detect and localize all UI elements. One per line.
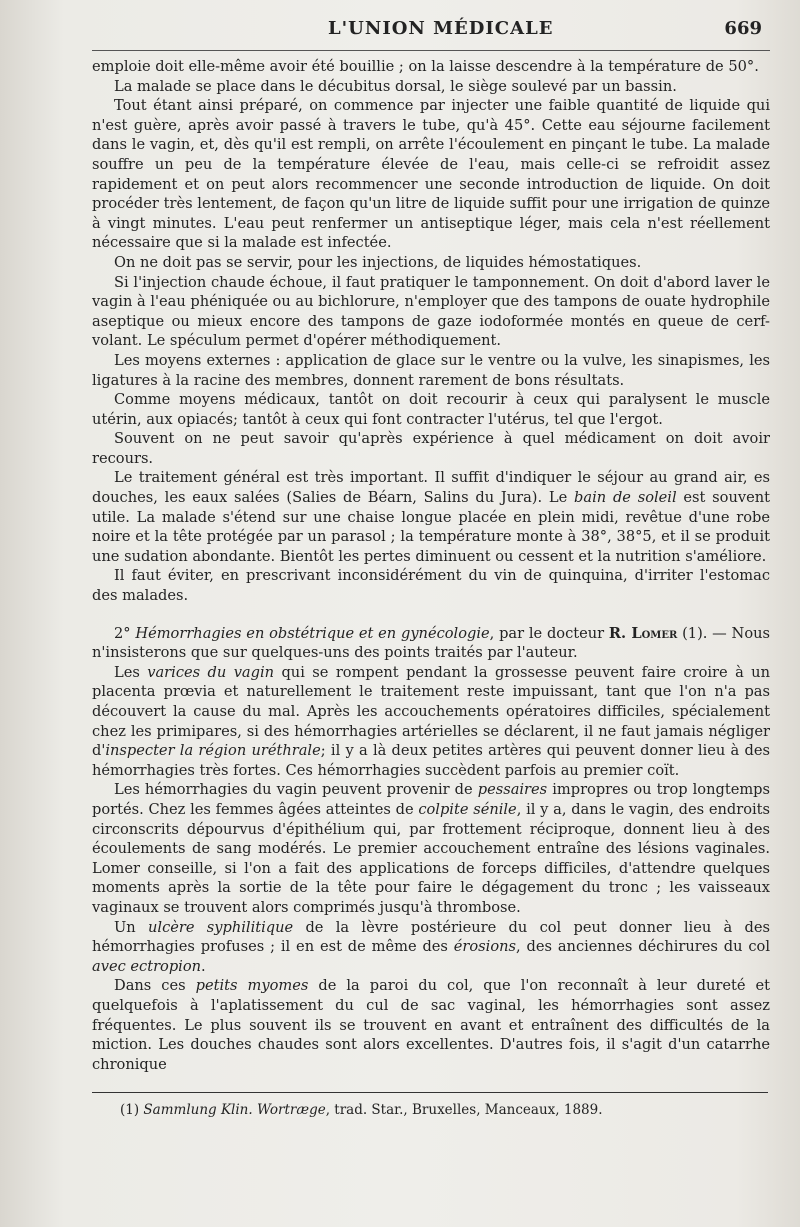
paragraph-pessaires (92, 780, 770, 917)
italic-run: avec ectropion (92, 957, 202, 975)
paragraph: Tout étant ainsi préparé, on commence par injecter une faible quantité de liquide qui n'est guère, après avoir passé à travers le tube, qu'à 45°. Cette eau séjourne facilement dans le vagin, et, dès qu'il est rempli, on arrête l'écoulement en pinçant le tube. La malade souffre un peu de la température élevée de l'eau, mais celle-ci se refroidit assez rapidement et on peut alors recommencer une seconde introduction de liquide. On doit procéder très lentement, de façon qu'un litre de liquide suffit pour une irrigation de quinze à vingt minutes. L'eau peut renfermer un antiseptique léger, mais cela n'est réellement nécessaire que si la malade est infectée. (92, 97, 770, 252)
footnote-number: (1) (120, 1102, 144, 1119)
text-run: Les (114, 663, 148, 681)
text-run: de la lèvre postérieure du col peut donner lieu à des hémorrhagies profuses ; il en est de même des (92, 918, 770, 956)
footnote (92, 1101, 770, 1119)
author-name: R. Lomer (608, 624, 678, 642)
text-run: est souvent utile. La malade s'étend sur une chaise longue placée en plein midi, revêtue d'une robe noire et la tête protégée par un parasol ; la température monte à 38°, 38°5, et il se produit une sudation abondante. Bientôt les pertes diminuent ou cessent et la nutrition s'améliore. (92, 489, 771, 565)
paragraph: emploie doit elle-même avoir été bouillie ; on la laisse descendre à la température de 50°. (92, 58, 759, 75)
italic-run: colpite sénile (418, 800, 517, 818)
paragraph: On ne doit pas se servir, pour les injections, de liquides hémostatiques. (114, 253, 642, 271)
section-heading (92, 624, 770, 663)
paragraph-general-treatment (92, 468, 770, 566)
footnote-text: , trad. Star., Bruxelles, Manceaux, 1889. (325, 1102, 603, 1119)
text-run: ; il y a là deux petites artères qui peuvent donner lieu à des hémorrhagies très fortes. Ces hémorrhagies succèdent parfois au premier coït. (92, 742, 770, 779)
paragraph: Il faut éviter, en prescrivant inconsidérément du vin de quinquina, d'irriter l'estomac des malades. (92, 567, 770, 605)
text-run: de la paroi du col, que l'on reconnaît à leur dureté et quelquefois à l'aplatissement du cul de sac vaginal, les hémorrhagies sont assez fréquentes. Le plus souvent ils se trouvent en avant et entraînent des difficultés de la miction. Les douches chaudes sont alors excellentes. D'autres fois, il s'agit d'un catarrhe chronique (92, 977, 770, 1073)
text-run: , des anciennes déchirures du col (516, 938, 770, 956)
text-run: , par le docteur (489, 624, 609, 642)
text-run: Un (114, 918, 148, 936)
paragraph-myomes (92, 976, 770, 1074)
page-header (92, 18, 770, 44)
text-run: impropres ou trop longtemps portés. Chez les femmes âgées atteintes de (92, 781, 770, 818)
text-run: qui se rompent pendant la grossesse peuvent faire croire à un placenta prœvia et naturellement le traitement reste impuissant, tant que l'on n'a pas découvert la cause du mal. Après les accouchements opératoires difficiles, spécialement chez les primipares, si des hémorrhagies artérielles se déclarent, il ne faut jamais négliger d' (92, 663, 770, 760)
paragraph: Si l'injection chaude échoue, il faut pratiquer le tamponnement. On doit d'abord laver le vagin à l'eau phéniquée ou au bichlorure, n'employer que des tampons de ouate hydrophile aseptique ou mieux encore des tampons de gaze iodoformée montés en queue de cerf-volant. Le spéculum permet d'opérer méthodiquement. (92, 273, 770, 350)
italic-run: érosions (453, 938, 517, 956)
section-title: Hémorrhagies en obstétrique et en gynécologie (135, 624, 490, 642)
footnote-reference: (1). — (677, 624, 732, 642)
text-run: Dans ces (114, 977, 196, 995)
italic-run: varices du vagin (147, 663, 275, 681)
section-number: 2° (114, 624, 136, 642)
paragraph: Souvent on ne peut savoir qu'après expérience à quel médicament on doit avoir recours. (92, 430, 770, 467)
text-run: Nous n'insisterons que sur quelques-uns des points traités par l'auteur. (92, 624, 770, 662)
text-run: . (201, 957, 206, 975)
body-text (92, 57, 770, 1074)
italic-run: ulcère syphilitique (148, 918, 294, 936)
italic-run: pessaires (477, 781, 548, 799)
text-run: Les hémorrhagies du vagin peuvent provenir de (114, 781, 478, 799)
italic-run: petits myomes (195, 977, 309, 995)
paragraph: Comme moyens médicaux, tantôt on doit recourir à ceux qui paralysent le muscle utérin, aux opiacés; tantôt à ceux qui font contracter l'utérus, tel que l'ergot. (92, 391, 770, 428)
footnote-title: Sammlung Klin. Wortræge (143, 1102, 326, 1119)
text-run: , il y a, dans le vagin, des endroits circonscrits dépourvus d'épithélium qui, par frottement réciproque, donnent lieu à des écoulements de sang modérés. Le premier accouchement entraîne des lésions vaginales. Lomer conseille, si l'on a fait des applications de forceps difficiles, d'attendre quelques moments après la sortie de la tête pour faire le dégagement du tronc ; les vaisseaux vaginaux se trouvent alors comprimés jusqu'à thrombose. (92, 800, 771, 916)
italic-run: bain de soleil (574, 489, 677, 507)
paragraph: La malade se place dans le décubitus dorsal, le siège soulevé par un bassin. (114, 77, 677, 95)
paragraph: Les moyens externes : application de glace sur le ventre ou la vulve, les sinapismes, les ligatures à la racine des membres, donnent rarement de bons résultats. (92, 351, 770, 389)
paragraph-varices (92, 663, 770, 781)
footnote-rule (92, 1092, 768, 1093)
section-gap (92, 606, 770, 624)
header-rule (92, 50, 770, 51)
running-head: L'UNION MÉDICALE (328, 18, 554, 39)
italic-run: inspecter la région uréthrale (105, 742, 321, 760)
page-number: 669 (724, 18, 762, 39)
text-run: Le traitement général est très important. Il suffit d'indiquer le séjour au grand air, es douches, les eaux salées (Salies de Béarn, Salins du Jura). Le (92, 469, 770, 507)
paragraph-ulcere (92, 918, 770, 977)
